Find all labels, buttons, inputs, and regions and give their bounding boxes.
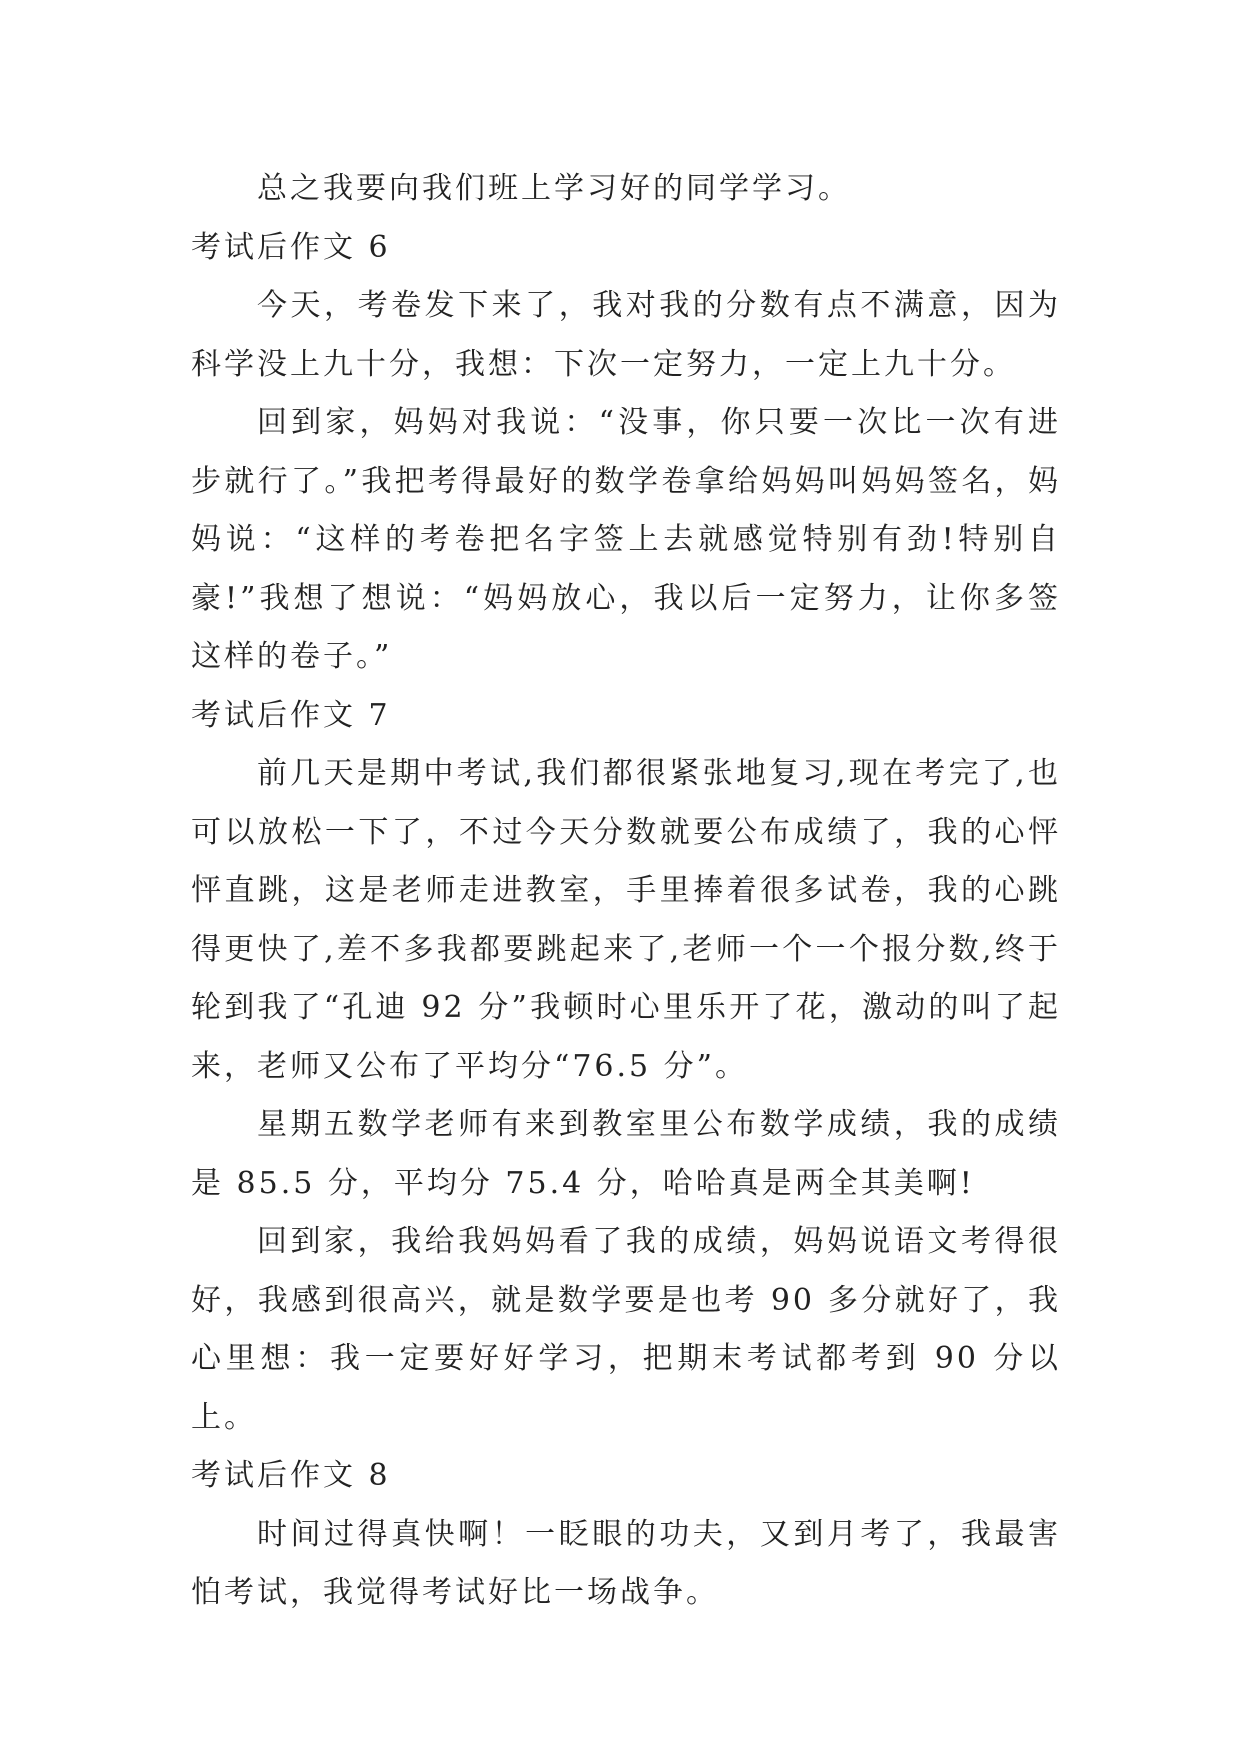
paragraph: 星期五数学老师有来到教室里公布数学成绩，我的成绩是 85.5 分，平均分 75.4 分，哈哈真是两全其美啊!: [191, 1107, 1061, 1201]
document-body: [191, 160, 1061, 1623]
paragraph: 回到家，我给我妈妈看了我的成绩，妈妈说语文考得很好，我感到很高兴，就是数学要是也考 90 多分就好了，我心里想：我一定要好好学习，把期末考试都考到 90 分以上。: [191, 1224, 1061, 1435]
paragraph: 回到家，妈妈对我说：“没事，你只要一次比一次有进步就行了。”我把考得最好的数学卷拿给妈妈叫妈妈签名，妈妈说：“这样的考卷把名字签上去就感觉特别有劲!特别自豪!”我想了想说：“妈妈放心，我以后一定努力，让你多签这样的卷子。”: [191, 405, 1061, 674]
section-heading: 考试后作文 8: [191, 1458, 391, 1493]
section-heading: 考试后作文 7: [191, 697, 391, 733]
paragraph: 总之我要向我们班上学习好的同学学习。: [257, 171, 851, 206]
paragraph: 时间过得真快啊！一眨眼的功夫，又到月考了，我最害怕考试，我觉得考试好比一场战争。: [191, 1516, 1061, 1610]
paragraph: 今天，考卷发下来了，我对我的分数有点不满意，因为科学没上九十分，我想：下次一定努力，一定上九十分。: [191, 288, 1061, 382]
paragraph: 前几天是期中考试,我们都很紧张地复习,现在考完了,也可以放松一下了，不过今天分数就要公布成绩了，我的心怦怦直跳，这是老师走进教室，手里捧着很多试卷，我的心跳得更快了,差不多我都要跳起来了,老师一个一个报分数,终于轮到我了“孔迪 92 分”我顿时心里乐开了花，激动的叫了起来，老师又公布了平均分“76.5 分”。: [191, 756, 1061, 1084]
section-heading: 考试后作文 6: [191, 229, 391, 265]
